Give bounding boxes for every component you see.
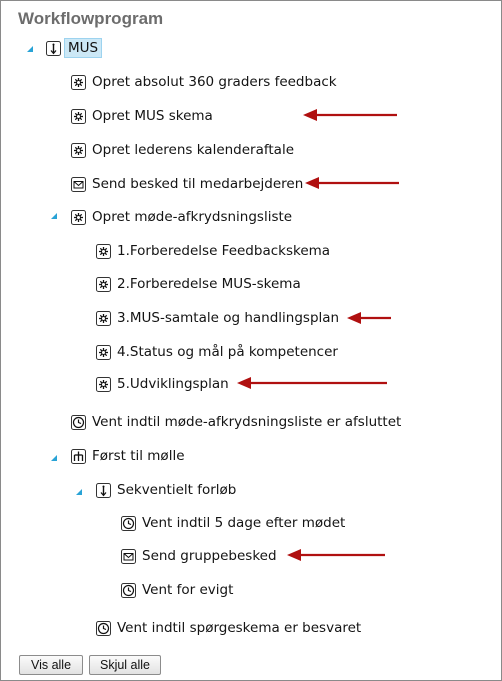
tree-node-label: Send besked til medarbejderen (92, 176, 304, 192)
tree-node-label: Vent indtil spørgeskema er besvaret (117, 620, 362, 636)
tree-node-mus[interactable] (46, 36, 102, 60)
tree-node-label: 3.MUS-samtale og handlingsplan (117, 310, 340, 326)
tree-node[interactable] (96, 372, 229, 396)
annotation-arrow-icon (301, 105, 401, 125)
tree-node-label: Send gruppebesked (142, 548, 277, 564)
tree-node[interactable] (71, 444, 185, 468)
annotation-arrow-icon (303, 173, 403, 193)
parallel-icon (71, 449, 86, 464)
show-all-button[interactable]: Vis alle (19, 655, 83, 675)
tree-node[interactable] (71, 70, 337, 94)
tree-node-label: Vent indtil 5 dage efter mødet (142, 515, 346, 531)
tree-node-label: Opret absolut 360 graders feedback (92, 74, 337, 90)
expand-toggle-sequential[interactable] (76, 489, 82, 495)
clock-icon (96, 621, 111, 636)
tree-node-label: 2.Forberedelse MUS-skema (117, 276, 301, 292)
gear-icon (96, 311, 111, 326)
tree-node-label: 4.Status og mål på kompetencer (117, 344, 338, 360)
tree-node[interactable] (96, 616, 361, 640)
envelope-icon (71, 177, 86, 192)
gear-icon (96, 277, 111, 292)
expand-toggle-first-come[interactable] (51, 455, 57, 461)
tree-node[interactable] (121, 544, 277, 568)
gear-icon (71, 143, 86, 158)
gear-icon (96, 377, 111, 392)
tree-node[interactable] (96, 478, 236, 502)
tree-node[interactable] (71, 205, 292, 229)
tree-node-label: Opret møde-afkrydsningsliste (92, 209, 293, 225)
tree-node[interactable] (71, 138, 294, 162)
annotation-arrow-icon (235, 373, 391, 393)
clock-icon (121, 583, 136, 598)
tree-node[interactable] (121, 511, 345, 535)
tree-node[interactable] (96, 306, 339, 330)
tree-node[interactable] (96, 272, 301, 296)
tree-node-label: Vent indtil møde-afkrydsningsliste er afsluttet (92, 414, 402, 430)
clock-icon (121, 516, 136, 531)
tree-node-label: Vent for evigt (142, 582, 234, 598)
gear-icon (96, 244, 111, 259)
tree-node-label: 5.Udviklingsplan (117, 376, 229, 392)
gear-icon (71, 75, 86, 90)
clock-icon (71, 415, 86, 430)
sequence-icon (46, 41, 61, 56)
gear-icon (71, 210, 86, 225)
gear-icon (96, 345, 111, 360)
tree-node-label: Sekventielt forløb (117, 482, 237, 498)
tree-node-label: MUS (64, 38, 102, 58)
expand-toggle-checklist[interactable] (51, 213, 57, 219)
tree-node-label: Opret MUS skema (92, 108, 213, 124)
tree-node[interactable] (96, 340, 338, 364)
tree-node-label: Først til mølle (92, 448, 185, 464)
annotation-arrow-icon (285, 545, 389, 565)
tree-node[interactable] (121, 578, 233, 602)
tree-node[interactable] (71, 410, 401, 434)
tree-node[interactable] (96, 239, 330, 263)
tree-node-label: Opret lederens kalenderaftale (92, 142, 295, 158)
tree-node[interactable] (71, 104, 213, 128)
gear-icon (71, 109, 86, 124)
panel-title: Workflowprogram (18, 9, 164, 28)
tree-node[interactable] (71, 172, 303, 196)
tree-node-label: 1.Forberedelse Feedbackskema (117, 243, 331, 259)
annotation-arrow-icon (345, 308, 395, 328)
expand-toggle-mus[interactable] (27, 46, 33, 52)
envelope-icon (121, 549, 136, 564)
hide-all-button[interactable]: Skjul alle (89, 655, 161, 675)
sequence-icon (96, 483, 111, 498)
